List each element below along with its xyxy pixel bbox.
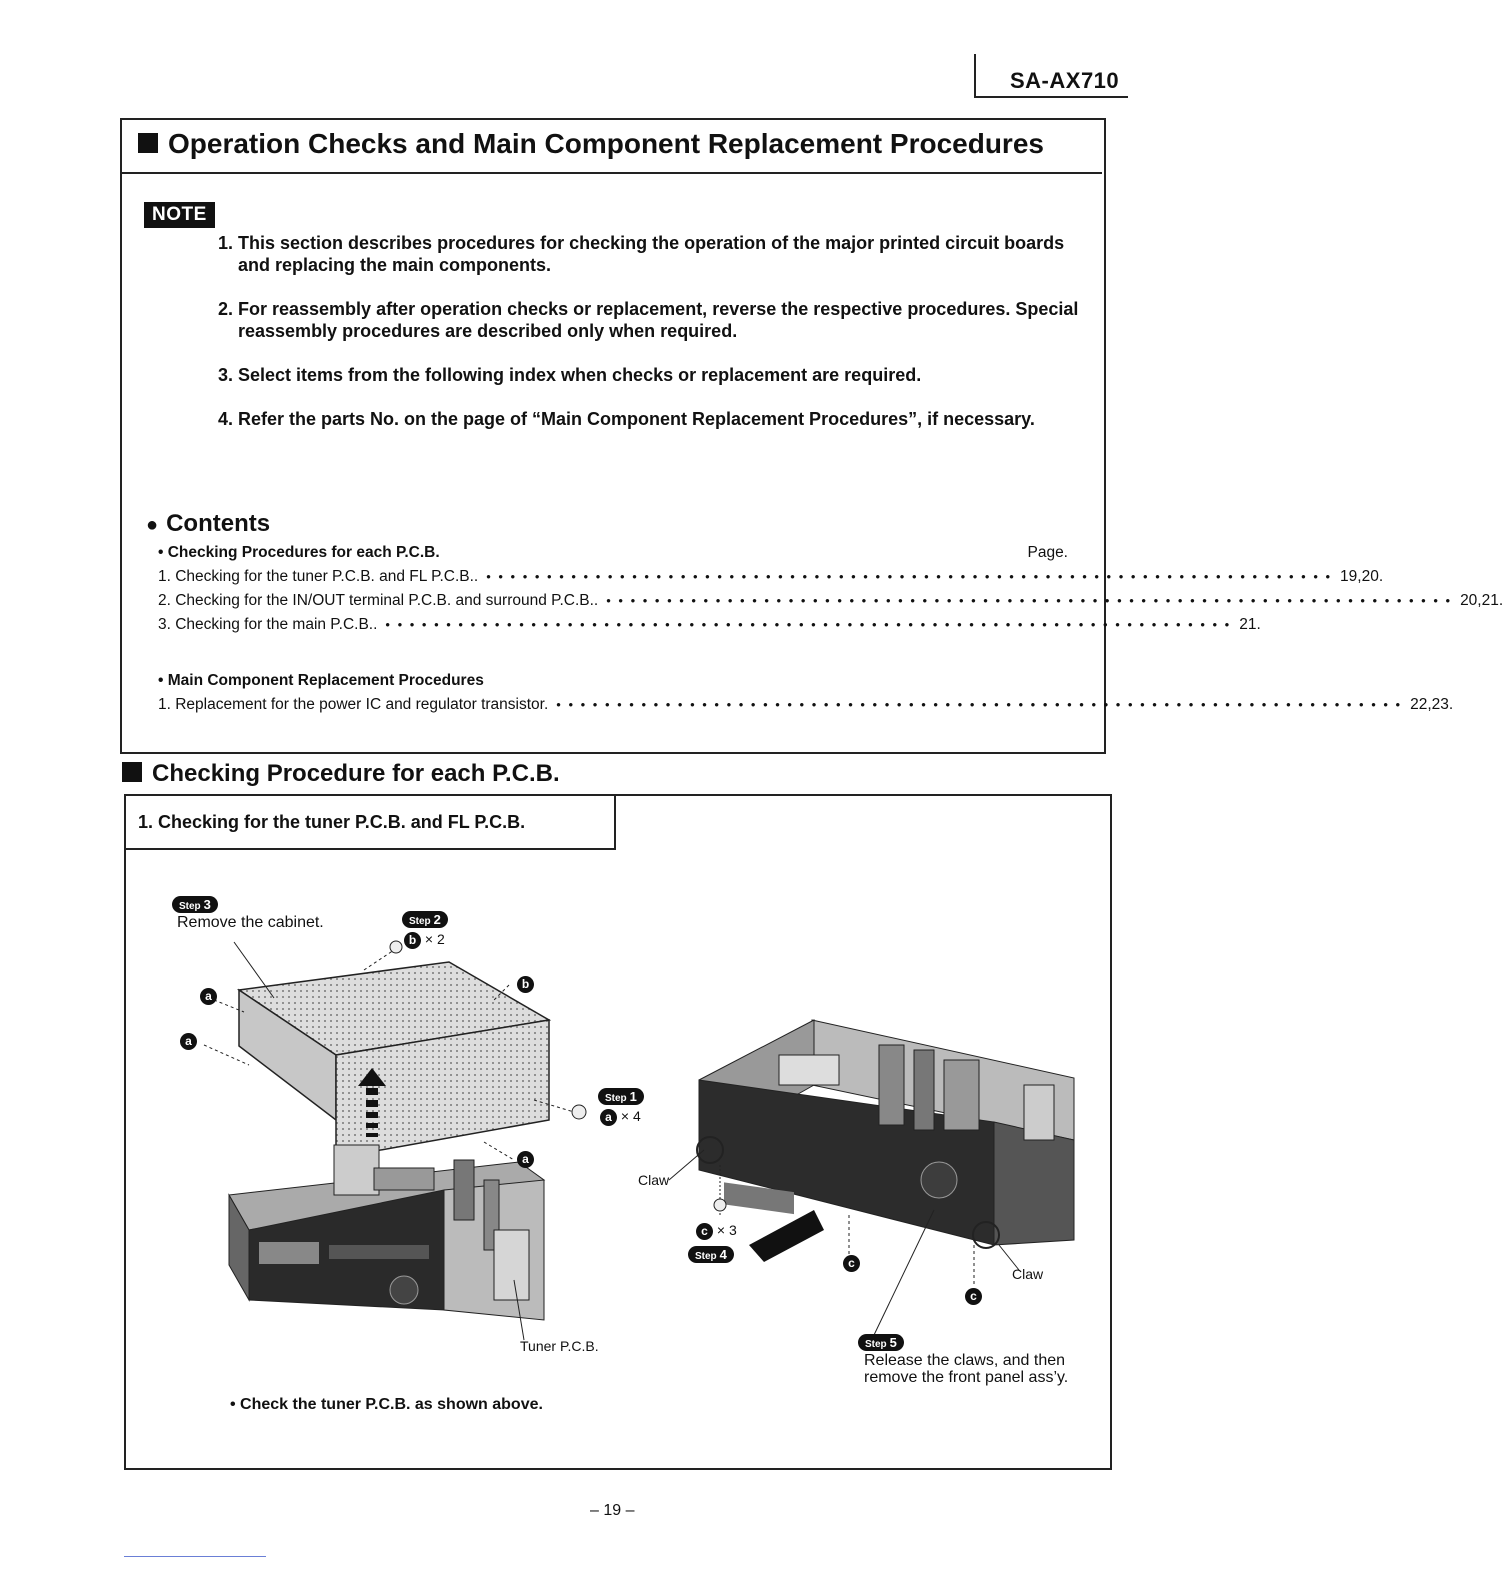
square-bullet-icon bbox=[138, 133, 158, 153]
note-number: 3. bbox=[218, 365, 234, 385]
subsection-title: 1. Checking for the tuner P.C.B. and FL P.C.B. bbox=[138, 812, 526, 832]
toc-leader: • • • • • • • • • • • • • • • • • • • • • • • • • • • • • • • • • • • • • • • • • • • • • • • • • • • • • • • • • • • • • • • • • • • • • • bbox=[606, 593, 1453, 608]
section2-heading bbox=[122, 760, 560, 788]
step4-count: c × 3 bbox=[696, 1222, 737, 1240]
marker-a: a bbox=[517, 1151, 534, 1168]
step5-caption-line1: Release the claws, and then bbox=[864, 1352, 1066, 1369]
section1-title: Operation Checks and Main Component Replacement Procedures bbox=[168, 128, 1044, 159]
marker-a: a bbox=[200, 988, 217, 1005]
toc-page: 22,23. bbox=[1410, 696, 1454, 713]
toc-checking bbox=[158, 544, 1503, 634]
note-badge: NOTE bbox=[144, 202, 215, 228]
step5-caption-line2: remove the front panel ass’y. bbox=[864, 1369, 1069, 1386]
contents-title: Contents bbox=[166, 510, 271, 537]
toc-leader: • • • • • • • • • • • • • • • • • • • • • • • • • • • • • • • • • • • • • • • • • • • • • • • • • • • • • • • • • • • • • • • • • • • • • • bbox=[556, 697, 1403, 712]
footer-rule bbox=[124, 1556, 266, 1557]
section2-title: Checking Procedure for each P.C.B. bbox=[152, 760, 560, 787]
toc-leader: • • • • • • • • • • • • • • • • • • • • • • • • • • • • • • • • • • • • • • • • • • • • • • • • • • • • • • • • • • • • • • • • • • • • • • bbox=[486, 569, 1333, 584]
header-divider-vertical bbox=[974, 54, 976, 98]
screw-a-icon: a bbox=[600, 1109, 617, 1126]
toc-replacement-head: • Main Component Replacement Procedures bbox=[158, 672, 484, 689]
step1-count: a × 4 bbox=[600, 1108, 641, 1126]
step2-badge: Step 2 bbox=[402, 911, 448, 928]
toc-header-row bbox=[158, 672, 1068, 690]
toc-page: 19,20. bbox=[1340, 568, 1384, 585]
toc-row[interactable] bbox=[158, 568, 1384, 586]
note-item bbox=[218, 232, 1088, 276]
bullet-icon: ● bbox=[146, 514, 159, 536]
toc-label: 2. Checking for the IN/OUT terminal P.C.B. and surround P.C.B.. bbox=[158, 592, 599, 609]
step1-badge: Step 1 bbox=[598, 1088, 644, 1105]
page-number: – 19 – bbox=[590, 1502, 635, 1519]
step5-badge: Step 5 bbox=[858, 1334, 904, 1351]
note-number: 2. bbox=[218, 299, 234, 319]
cabinet-illustration bbox=[239, 962, 549, 1158]
square-bullet-icon bbox=[122, 762, 142, 782]
notes-list bbox=[218, 232, 1088, 452]
screw-c-icon: c bbox=[696, 1223, 713, 1240]
screw-b-icon: b bbox=[404, 932, 421, 949]
step2-count: b × 2 bbox=[404, 931, 445, 949]
header-divider-horizontal bbox=[974, 96, 1128, 98]
marker-b: b bbox=[517, 976, 534, 993]
toc-checking-head: • Checking Procedures for each P.C.B. bbox=[158, 544, 440, 561]
model-number: SA-AX710 bbox=[1010, 68, 1120, 93]
step3-badge: Step 3 bbox=[172, 896, 218, 913]
note-item bbox=[218, 364, 1088, 386]
note-item bbox=[218, 408, 1088, 430]
note-number: 4. bbox=[218, 409, 234, 429]
toc-row[interactable] bbox=[158, 696, 1454, 714]
note-text: For reassembly after operation checks or replacement, reverse the respective procedures. Special reassembly procedures are described only when required. bbox=[238, 299, 1079, 341]
claw-label-right: Claw bbox=[1012, 1266, 1044, 1282]
claw-label-left: Claw bbox=[638, 1172, 670, 1188]
note-item bbox=[218, 298, 1088, 342]
toc-page: 20,21. bbox=[1460, 592, 1503, 609]
note-text: This section describes procedures for checking the operation of the major printed circuit boards and replacing the main components. bbox=[238, 233, 1065, 275]
toc-page: 21. bbox=[1239, 616, 1261, 633]
note-number: 1. bbox=[218, 233, 234, 253]
step4-badge: Step 4 bbox=[688, 1246, 734, 1263]
tuner-pcb-label: Tuner P.C.B. bbox=[520, 1338, 599, 1354]
marker-c: c bbox=[965, 1288, 982, 1305]
marker-c: c bbox=[843, 1255, 860, 1272]
toc-replacement bbox=[158, 672, 1454, 714]
toc-row[interactable] bbox=[158, 592, 1503, 610]
note-text: Refer the parts No. on the page of “Main Component Replacement Procedures”, if necessary. bbox=[238, 409, 1035, 429]
toc-row[interactable] bbox=[158, 616, 1261, 634]
toc-label: 1. Replacement for the power IC and regulator transistor. bbox=[158, 696, 549, 713]
step3-caption: Remove the cabinet. bbox=[177, 914, 324, 931]
contents-heading bbox=[146, 510, 270, 538]
toc-page-head: Page. bbox=[1027, 544, 1068, 561]
receiver-unit-left bbox=[229, 1145, 544, 1320]
toc-leader: • • • • • • • • • • • • • • • • • • • • • • • • • • • • • • • • • • • • • • • • • • • • • • • • • • • • • • • • • • • • • • • • • • • • • • bbox=[385, 617, 1232, 632]
receiver-unit-right bbox=[697, 1020, 1074, 1262]
check-note: • Check the tuner P.C.B. as shown above. bbox=[230, 1396, 543, 1413]
section1-heading bbox=[138, 128, 1044, 160]
toc-label: 3. Checking for the main P.C.B.. bbox=[158, 616, 378, 633]
note-text: Select items from the following index when checks or replacement are required. bbox=[238, 365, 922, 385]
marker-a: a bbox=[180, 1033, 197, 1050]
toc-header-row bbox=[158, 544, 1068, 562]
toc-label: 1. Checking for the tuner P.C.B. and FL P.C.B.. bbox=[158, 568, 479, 585]
